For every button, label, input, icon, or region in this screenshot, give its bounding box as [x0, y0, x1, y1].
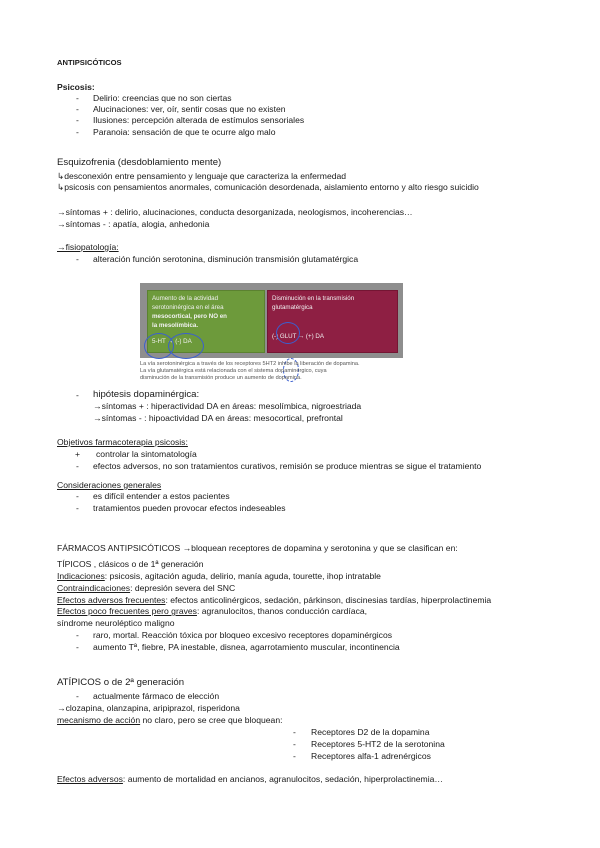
sintomas-negativos: →síntomas - : apatía, alogia, anhedonia — [57, 219, 210, 229]
esquizofrenia-line: ↳desconexión entre pensamiento y lenguaje que caracteriza la enfermedad — [57, 171, 347, 181]
page-title: ANTIPSICÓTICOS — [57, 58, 122, 67]
indicaciones-label: Indicaciones — [57, 571, 105, 581]
contraindicaciones-text: : depresión severa del SNC — [130, 583, 236, 593]
atipicos-lista: →clozapina, olanzapina, aripiprazol, risperidona — [57, 703, 240, 713]
list-item: Ilusiones: percepción alterada de estímulos sensoriales — [93, 115, 305, 125]
objetivos-heading: Objetivos farmacoterapia psicosis: — [57, 437, 188, 447]
bullet-dash: - — [293, 739, 296, 749]
bullet-dash: - — [76, 491, 79, 501]
contraindicaciones-label: Contraindicaciones — [57, 583, 131, 593]
tipicos-heading: TÍPICOS , clásicos o de 1ª generación — [57, 559, 204, 569]
esquizofrenia-line: ↳psicosis con pensamientos anormales, comunicación desordenada, aislamiento entorno y alto riesgo suicidio — [57, 182, 479, 192]
list-item: Alucinaciones: ver, oír, sentir cosas que no existen — [93, 104, 286, 114]
bullet-dash: - — [76, 254, 79, 264]
list-item: raro, mortal. Reacción tóxica por bloqueo excesivo receptores dopaminérgicos — [93, 630, 393, 640]
list-item: Paranoia: sensación de que te ocurre algo malo — [93, 127, 276, 137]
figure-text: la mesolímbica. — [152, 322, 199, 329]
list-item: Delirio: creencias que no son ciertas — [93, 93, 232, 103]
bullet-plus: + — [75, 449, 81, 459]
fisiopatologia-heading: →fisiopatología: — [57, 242, 119, 252]
bullet-dash: - — [76, 104, 79, 114]
list-item: Receptores D2 de la dopamina — [311, 727, 430, 737]
list-item: aumento Tª, fiebre, PA inestable, disnea, agarrotamiento muscular, incontinencia — [93, 642, 400, 652]
mecanismo-line — [57, 715, 283, 726]
indicaciones-line — [57, 571, 381, 582]
figure-caption: La vía serotoninérgica a través de los receptores 5HT2 inhibe la liberación de dopamina. — [140, 361, 360, 367]
esquizofrenia-heading: Esquizofrenia (desdoblamiento mente) — [57, 157, 222, 168]
annotation-circle — [168, 333, 204, 359]
hipotesis-line: →síntomas + : hiperactividad DA en áreas: mesolímbica, nigroestriada — [93, 401, 362, 411]
figure-caption: La vía glutamatérgica está relacionada con el sistema dopaminérgico, cuya — [140, 368, 327, 374]
figure-caption: disminución de la transmisión produce un aumento de dopamina. — [140, 375, 302, 381]
figure-text: mesocortical, pero NO en — [152, 313, 227, 320]
figure-text: Disminución en la transmisión — [272, 295, 355, 302]
figure-text: serotoninérgica en el área — [152, 304, 224, 311]
bullet-dash: - — [293, 727, 296, 737]
list-item: Receptores 5-HT2 de la serotonina — [311, 739, 445, 749]
indicaciones-text: : psicosis, agitación aguda, delirio, manía aguda, tourette, ihop intratable — [104, 571, 381, 581]
bullet-dash: - — [76, 461, 79, 471]
bullet-dash: - — [76, 390, 79, 400]
list-item: alteración función serotonina, disminución transmisión glutamatérgica — [93, 254, 359, 264]
efectos-graves-line — [57, 606, 367, 617]
bullet-dash: - — [76, 93, 79, 103]
efectos-graves-label: Efectos poco frecuentes pero graves — [57, 606, 197, 616]
bullet-dash: - — [76, 630, 79, 640]
farmacos-heading: FÁRMACOS ANTIPSICÓTICOS →bloquean receptores de dopamina y serotonina y que se clasifican en: — [57, 543, 458, 553]
figure-text: (-) GLUT → (+) DA — [272, 333, 324, 340]
bullet-dash: - — [76, 503, 79, 513]
efectos-adversos-line — [57, 774, 443, 785]
efectos-graves-text: : agranulocitos, thanos conducción cardíaca, — [196, 606, 368, 616]
efectos-adversos-text: : aumento de mortalidad en ancianos, agranulocitos, sedación, hiperprolactinemia… — [122, 774, 443, 784]
list-item: tratamientos pueden provocar efectos indeseables — [93, 503, 286, 513]
hipotesis-line: →síntomas - : hipoactividad DA en áreas: mesocortical, prefrontal — [93, 413, 343, 423]
mecanismo-label: mecanismo de acción — [57, 715, 141, 725]
mecanismo-text: no claro, pero se cree que bloquean: — [140, 715, 283, 725]
efectos-frecuentes-label: Efectos adversos frecuentes — [57, 595, 166, 605]
contraindicaciones-line — [57, 583, 235, 594]
list-item: es difícil entender a estos pacientes — [93, 491, 230, 501]
bullet-dash: - — [76, 115, 79, 125]
consideraciones-heading: Consideraciones generales — [57, 480, 162, 490]
list-item: controlar la sintomatología — [96, 449, 197, 459]
efectos-adversos-label: Efectos adversos — [57, 774, 123, 784]
sintomas-positivos: →síntomas + : delirio, alucinaciones, conducta desorganizada, neologismos, incoherencias… — [57, 207, 413, 217]
efectos-frecuentes-line — [57, 595, 491, 606]
bullet-dash: - — [293, 751, 296, 761]
bullet-dash: - — [76, 127, 79, 137]
figure-text: 5-HT → (-) DA — [152, 338, 192, 345]
atipicos-heading: ATÍPICOS o de 2ª generación — [57, 677, 185, 688]
sindrome-neuroleptico: síndrome neuroléptico maligno — [57, 618, 175, 628]
bullet-dash: - — [76, 642, 79, 652]
list-item: Receptores alfa-1 adrenérgicos — [311, 751, 431, 761]
hipotesis-heading: hipótesis dopaminérgica: — [93, 389, 200, 400]
figure-text: glutamatérgica — [272, 304, 313, 311]
psicosis-heading: Psicosis: — [57, 82, 95, 92]
bullet-dash: - — [76, 691, 79, 701]
efectos-frecuentes-text: : efectos anticolinérgicos, sedación, párkinson, discinesias tardías, hiperprolactinemia — [165, 595, 492, 605]
list-item: efectos adversos, no son tratamientos curativos, remisión se produce mientras se sigue el tratamiento — [93, 461, 482, 471]
figure-text: Aumento de la actividad — [152, 295, 219, 302]
annotation-circle — [276, 322, 300, 344]
list-item: actualmente fármaco de elección — [93, 691, 220, 701]
